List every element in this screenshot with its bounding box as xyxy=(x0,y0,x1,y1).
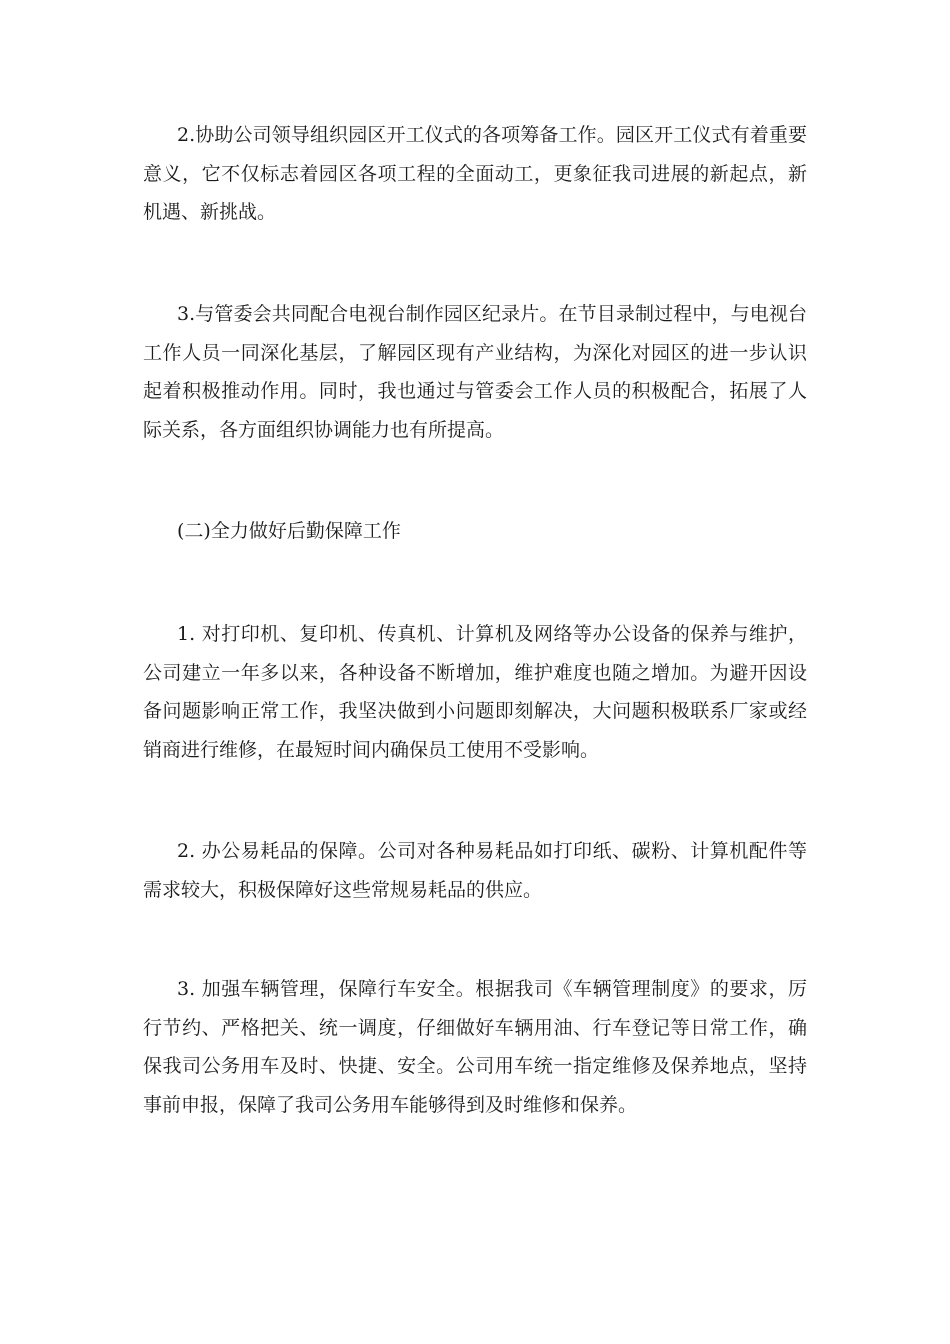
paragraph-item-2: 2.协助公司领导组织园区开工仪式的各项筹备工作。园区开工仪式有着重要意义，它不仅标志着园区各项工程的全面动工，更象征我司进展的新起点，新机遇、新挑战。 xyxy=(143,124,807,223)
section-paragraph-1: 1. 对打印机、复印机、传真机、计算机及网络等办公设备的保养与维护，公司建立一年多以来，各种设备不断增加，维护难度也随之增加。为避开因设备问题影响正常工作，我坚决做到小问题即刻解决，大问题积极联系厂家或经销商进行维修，在最短时间内确保员工使用不受影响。 xyxy=(143,623,807,761)
section-paragraph-3: 3. 加强车辆管理，保障行车安全。根据我司《车辆管理制度》的要求，厉行节约、严格把关、统一调度，仔细做好车辆用油、行车登记等日常工作，确保我司公务用车及时、快捷、安全。公司用车统一指定维修及保养地点，坚持事前申报，保障了我司公务用车能够得到及时维修和保养。 xyxy=(143,978,807,1116)
section-heading: (二)全力做好后勤保障工作 xyxy=(177,520,401,542)
section-paragraph-2: 2. 办公易耗品的保障。公司对各种易耗品如打印纸、碳粉、计算机配件等需求较大，积极保障好这些常规易耗品的供应。 xyxy=(143,840,807,901)
paragraph-item-3: 3.与管委会共同配合电视台制作园区纪录片。在节目录制过程中，与电视台工作人员一同深化基层，了解园区现有产业结构，为深化对园区的进一步认识起着积极推动作用。同时，我也通过与管委会工作人员的积极配合，拓展了人际关系，各方面组织协调能力也有所提高。 xyxy=(143,303,807,441)
